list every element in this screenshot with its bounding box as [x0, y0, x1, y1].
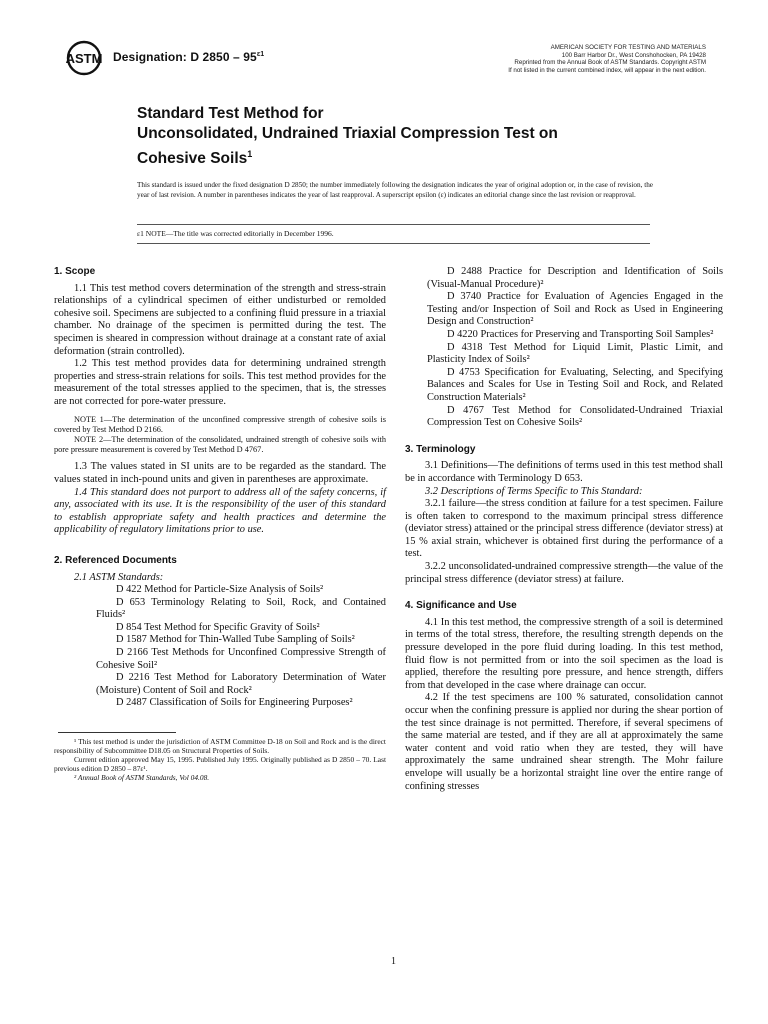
society-line: 100 Barr Harbor Dr., West Conshohocken, PA 19428 [561, 51, 706, 59]
reference-item: D 4767 Test Method for Consolidated-Undrained Triaxial Compression Test on Cohesive Soils² [427, 404, 723, 429]
footnote-1-edition: Current edition approved May 15, 1995. Published July 1995. Originally published as D 2850 – 70. Last previous edition D 2850 – 87ε¹. [54, 755, 386, 774]
designation [113, 50, 264, 64]
section-heading-scope: 1. Scope [54, 266, 96, 277]
paragraph-1-3: 1.3 The values stated in SI units are to be regarded as the standard. The values stated in inch-pound units and given in parentheses are approximate. [54, 461, 386, 485]
note-2: NOTE 2—The determination of the consolidated, undrained strength of cohesive soils with pore pressure measurement is covered by Test Method D 4767. [54, 434, 386, 455]
paragraph-1-4: 1.4 This standard does not purport to address all of the safety concerns, if any, associated with its use. It is the responsibility of the user of this standard to establish appropriate safety and health practices and determine the applicability of regulatory limitations prior to use. [54, 486, 386, 536]
footnote-2: ² Annual Book of ASTM Standards, Vol 04.08. [74, 773, 210, 783]
section-heading-significance: 4. Significance and Use [405, 600, 517, 612]
reference-item: D 2166 Test Methods for Unconfined Compressive Strength of Cohesive Soil² [96, 647, 386, 671]
reference-list-right [405, 266, 723, 430]
paragraph-3-2-1: 3.2.1 failure—the stress condition at failure for a test specimen. Failure is often taken to correspond to the maximum principal stress difference (deviator stress) attained or the principal stress difference (deviator stress) at 15 % axial strain, whichever is obtained first during the performance of a test. [405, 498, 723, 560]
footnote-divider [58, 732, 176, 733]
left-column [54, 266, 386, 782]
paragraph-1-2: 1.2 This test method provides data for determining undrained strength properties and stress-strain relations for soils. This test method provides for the measurement of the total stresses applied to the specimen, that is, the stresses are not corrected for pore-water pressure. [54, 358, 386, 407]
paragraph-4-2: 4.2 If the test specimens are 100 % saturated, consolidation cannot occur when the confining pressure is applied nor during the shear portion of the test since drainage is not permitted. Therefore, if several specimens of the same material are tested, and if they are all at approximately the same water content and void ratio when they are tested, they will have approximately the same undrained shear strength. The Mohr failure envelope will usually be a horizontal straight line over the entire range of confining stresses [405, 692, 723, 792]
paragraph-3-2-2: 3.2.2 unconsolidated-undrained compressive strength—the value of the principal stress difference (deviator stress) at failure. [405, 561, 723, 585]
paragraph-4-1: 4.1 In this test method, the compressive strength of a soil is determined in terms of the total stress, therefore, the resulting strength depends on the pressure developed in the pore fluid during loading. In this test method, fluid flow is not permitted from or into the soil specimen as the load is applied, therefore the resulting pore pressure, and hence strength, differs from that developed in the case where drainage can occur. [405, 616, 723, 691]
page-number: 1 [391, 956, 396, 967]
reference-item: D 4318 Test Method for Liquid Limit, Plastic Limit, and Plasticity Index of Soils² [427, 341, 723, 366]
reference-item: D 854 Test Method for Specific Gravity of Soils² [116, 621, 320, 633]
reference-item: D 422 Method for Particle-Size Analysis of Soils² [116, 584, 324, 596]
reference-item: D 1587 Method for Thin-Walled Tube Sampling of Soils² [116, 634, 355, 646]
astm-logo-icon [62, 40, 106, 76]
title-footnote-mark: 1 [247, 149, 253, 159]
paragraph-3-1: 3.1 Definitions—The definitions of terms used in this test method shall be in accordance with Terminology D 653. [405, 460, 723, 484]
society-line: Reprinted from the Annual Book of ASTM Standards. Copyright ASTM [514, 59, 706, 67]
issue-statement: This standard is issued under the fixed designation D 2850; the number immediately following the designation indicates the year of original adoption or, in the case of revision, the year of last revision. A number in parentheses indicates the year of last reapproval. A superscript epsilon (ε) indicates an editorial change since the last revision or reapproval. [137, 181, 653, 199]
reference-item: D 2487 Classification of Soils for Engineering Purposes² [116, 697, 353, 709]
society-line: If not listed in the current combined index, will appear in the next edition. [508, 66, 706, 74]
document-title [137, 104, 558, 169]
section-heading-referenced-documents: 2. Referenced Documents [54, 554, 177, 566]
reference-item: D 2216 Test Method for Laboratory Determination of Water (Moisture) Content of Soil and Rock² [96, 672, 386, 696]
reference-item: D 4753 Specification for Evaluating, Selecting, and Specifying Balances and Scales for Use in Testing Soil and Rock, and Related Construction Materials² [427, 366, 723, 403]
header-divider [137, 224, 650, 225]
reference-item: D 653 Terminology Relating to Soil, Rock, and Contained Fluids² [96, 596, 386, 621]
footnote-1: ¹ This test method is under the jurisdiction of ASTM Committee D-18 on Soil and Rock and is the direct responsibility of Subcommittee D18.05 on Structural Properties of Soils. [54, 737, 386, 756]
reference-list-left [54, 584, 386, 710]
title-line: Standard Test Method for [137, 105, 324, 122]
editorial-note: ε1 NOTE—The title was corrected editorially in December 1996. [137, 229, 334, 238]
svg-text:ASTM: ASTM [65, 51, 103, 66]
section-heading-terminology: 3. Terminology [405, 443, 476, 455]
reference-item: D 3740 Practice for Evaluation of Agencies Engaged in the Testing and/or Inspection of Soil and Rock as Used in Engineering Design and Construction² [427, 291, 723, 328]
right-column [405, 266, 723, 793]
paragraph-1-1: 1.1 This test method covers determination of the strength and stress-strain relationships of a cylindrical specimen of either undisturbed or remolded cohesive soil. Specimens are subjected to a confining fluid pressure in a triaxial chamber. No drainage of the specimen is permitted during the test. The specimen is sheared in compression without drainage at a constant rate of axial deformation (strain controlled). [54, 282, 386, 357]
title-line: Cohesive Soils [137, 150, 248, 168]
society-address [376, 44, 706, 74]
designation-prefix: Designation: [113, 50, 187, 64]
reference-item: D 4220 Practices for Preserving and Transporting Soil Samples² [447, 328, 714, 340]
reference-item: D 2488 Practice for Description and Identification of Soils (Visual-Manual Procedure)² [427, 266, 723, 290]
paragraph-3-2: 3.2 Descriptions of Terms Specific to This Standard: [425, 485, 643, 497]
note-divider [137, 243, 650, 244]
designation-number: D 2850 – 95 [190, 50, 257, 64]
designation-superscript: ε1 [256, 51, 265, 58]
note-1: NOTE 1—The determination of the unconfined compressive strength of cohesive soils is covered by Test Method D 2166. [54, 414, 386, 434]
title-line: Unconsolidated, Undrained Triaxial Compression Test on [137, 125, 558, 142]
society-line: AMERICAN SOCIETY FOR TESTING AND MATERIALS [550, 44, 706, 51]
astm-standards-subheading: 2.1 ASTM Standards: [74, 571, 164, 583]
